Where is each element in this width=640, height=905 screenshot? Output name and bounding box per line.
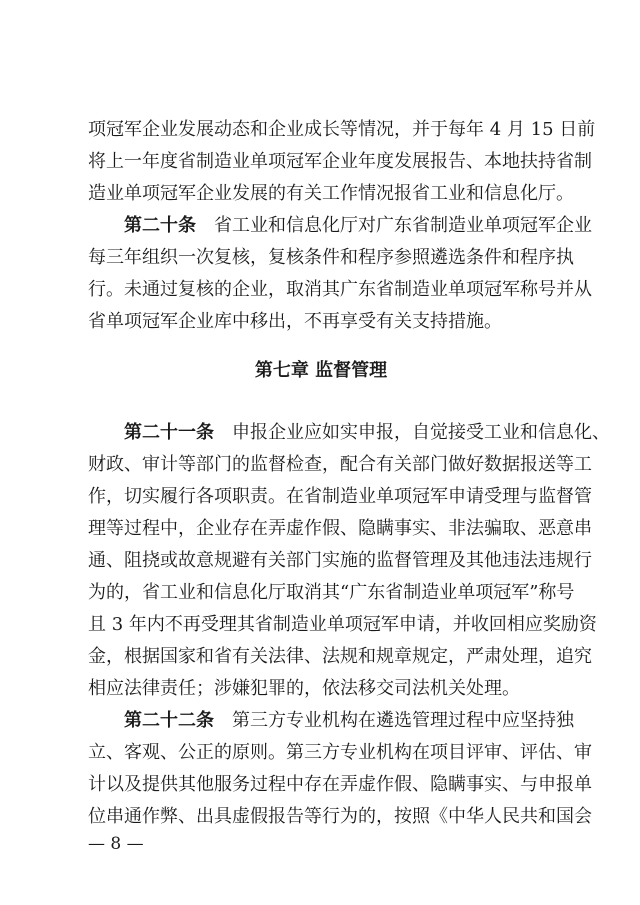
paragraph-line: 行。未通过复核的企业，取消其广东省制造业单项冠军称号并从 [88,279,592,300]
paragraph-line: 造业单项冠军企业发展的有关工作情况报省工业和信息化厅。 [88,183,574,204]
paragraph-line: 项冠军企业发展动态和企业成长等情况，并于每年 4 月 15 日前 [88,119,596,140]
article-21-text: 申报企业应如实申报，自觉接受工业和信息化、 [214,422,610,443]
paragraph-line: 金，根据国家和省有关法律、法规和规章规定，严肃处理，追究 [88,646,592,667]
article-20-heading: 第二十条 [124,215,196,236]
page-number: — 8 — [88,834,144,854]
paragraph-line: 位串通作弊、出具虚假报告等行为的，按照《中华人民共和国会 [88,806,592,827]
article-21-heading: 第二十一条 [124,422,214,443]
paragraph-line: 计以及提供其他服务过程中存在弄虚作假、隐瞒事实、与申报单 [88,774,592,795]
paragraph-line: 通、阻挠或故意规避有关部门实施的监督管理及其他违法违规行 [88,550,592,571]
paragraph-line: 将上一年度省制造业单项冠军企业年度发展报告、本地扶持省制 [88,151,592,172]
article-21-first-line [88,418,610,448]
article-22-heading: 第二十二条 [124,710,214,731]
paragraph-line: 为的，省工业和信息化厅取消其“广东省制造业单项冠军”称号 [88,582,575,603]
chapter-title: 第七章 监督管理 [254,360,388,381]
article-20-text: 省工业和信息化厅对广东省制造业单项冠军企业 [196,215,592,236]
paragraph-line: 且 3 年内不再受理其省制造业单项冠军申请，并收回相应奖励资 [88,614,597,635]
paragraph-line: 财政、审计等部门的监督检查，配合有关部门做好数据报送等工 [88,454,592,475]
article-20-first-line [88,211,592,241]
article-22-first-line [88,706,574,736]
paragraph-line: 省单项冠军企业库中移出，不再享受有关支持措施。 [88,311,502,332]
paragraph-line: 相应法律责任；涉嫌犯罪的，依法移交司法机关处理。 [88,678,520,699]
paragraph-line: 立、客观、公正的原则。第三方专业机构在项目评审、评估、审 [88,742,592,763]
paragraph-line: 每三年组织一次复核，复核条件和程序参照遴选条件和程序执 [88,247,574,268]
paragraph-line: 理等过程中，企业存在弄虚作假、隐瞒事实、非法骗取、恶意串 [88,518,592,539]
article-22-text: 第三方专业机构在遴选管理过程中应坚持独 [214,710,574,731]
paragraph-line: 作，切实履行各项职责。在省制造业单项冠军申请受理与监督管 [88,486,592,507]
